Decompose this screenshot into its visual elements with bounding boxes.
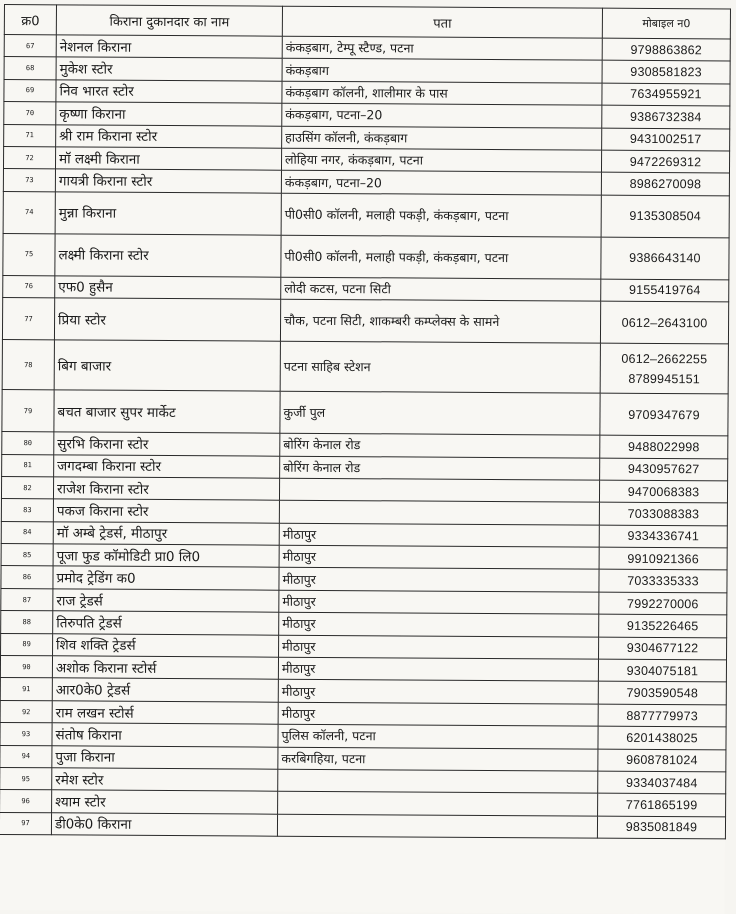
address-cell	[279, 500, 599, 524]
address-cell: पटना साहिब स्टेशन	[280, 341, 600, 393]
shop-name-cell: कृष्णा किराना	[56, 102, 282, 126]
address-cell: हाउसिंग कॉलनी, कंकड़बाग	[282, 126, 602, 150]
address-cell: कंकड़बाग, पटना–20	[282, 103, 602, 127]
serial-number-cell: 89	[1, 633, 53, 656]
serial-number-cell: 91	[0, 678, 52, 701]
shop-name-cell: आर0के0 ट्रेडर्स	[52, 678, 278, 702]
address-cell: मीठापुर	[278, 657, 598, 681]
table-row	[2, 298, 728, 344]
header-serial: क्र0	[4, 5, 56, 35]
address-cell: कंकड़बाग	[282, 59, 602, 83]
mobile-number: 9386732384	[630, 109, 702, 125]
mobile-cell	[602, 61, 730, 84]
serial-number-cell: 71	[4, 124, 56, 147]
mobile-number: 7033335333	[627, 573, 699, 589]
shop-name-cell: अशोक किराना स्टोर्स	[52, 656, 278, 680]
mobile-number: 8986270098	[629, 176, 702, 192]
address-cell: कंकड़बाग, टेम्पू स्टैण्ड, पटना	[282, 36, 602, 60]
table-row	[3, 233, 729, 279]
address-cell	[277, 814, 597, 838]
serial-number-cell: 85	[1, 544, 53, 567]
shop-name-cell: पूजा फुड कॉमोडिटी प्रा0 लि0	[53, 544, 279, 568]
shop-name-cell: राजेश किराना स्टोर	[53, 477, 279, 501]
shop-name-cell: तिरुपति ट्रेडर्स	[53, 611, 279, 635]
shop-name-cell: रमेश स्टोर	[52, 768, 278, 792]
mobile-number: 9488022998	[627, 439, 700, 455]
mobile-number: 9798863862	[630, 42, 703, 57]
serial-number-cell: 83	[1, 499, 53, 522]
serial-number-cell: 84	[1, 521, 53, 544]
serial-number-cell: 90	[0, 656, 52, 679]
address-cell: मीठापुर	[279, 635, 599, 659]
shop-name-cell: शिव शक्ति ट्रेडर्स	[53, 633, 279, 657]
address-cell: कुर्जी पुल	[280, 391, 600, 435]
shop-name-cell: मुन्ना किराना	[55, 192, 281, 235]
mobile-number: 9470068383	[627, 484, 700, 499]
shop-name-cell: लक्ष्मी किराना स्टोर	[55, 234, 281, 277]
mobile-number: 9304677122	[626, 641, 699, 656]
mobile-number: 7992270006	[627, 596, 699, 611]
mobile-number: 9608781024	[626, 753, 698, 768]
mobile-number: 8877779973	[626, 708, 698, 723]
shop-name-cell: निव भारत स्टोर	[56, 80, 282, 104]
serial-number-cell: 78	[2, 340, 54, 390]
shop-name-cell: राज ट्रेडर्स	[53, 589, 279, 613]
shop-name-cell: प्रमोद ट्रेडिंग क0	[53, 566, 279, 590]
mobile-cell	[598, 659, 726, 682]
address-cell: कंकड़बाग, पटना–20	[281, 171, 601, 195]
address-cell: चौक, पटना सिटी, शाकम्बरी कम्प्लेक्स के सामने	[280, 299, 600, 343]
serial-number-cell: 80	[2, 432, 54, 455]
shop-name-cell: संतोष किराना	[52, 723, 278, 747]
mobile-number: 9334336741	[627, 529, 700, 544]
header-mobile: मोबाइल न0	[602, 8, 730, 39]
mobile-cell	[598, 682, 726, 705]
table-body	[0, 35, 730, 840]
serial-number-cell: 75	[3, 233, 55, 275]
mobile-cell	[602, 38, 730, 61]
serial-number-cell: 93	[0, 723, 52, 746]
shopkeeper-table	[0, 4, 731, 840]
address-cell: लोदी कटस, पटना सिटी	[281, 277, 601, 301]
mobile-number: 6201438025	[626, 730, 698, 746]
address-cell: पुलिस कॉलनी, पटना	[278, 724, 598, 748]
mobile-number: 9430957627	[627, 462, 700, 477]
serial-number-cell: 86	[1, 566, 53, 589]
mobile-number: 9472269312	[629, 154, 702, 169]
mobile-cell	[601, 172, 729, 195]
address-cell: मीठापुर	[279, 568, 599, 592]
serial-number-cell: 72	[3, 146, 55, 169]
serial-number-cell: 95	[0, 767, 52, 790]
serial-number-cell: 81	[2, 454, 54, 477]
serial-number-cell: 92	[0, 700, 52, 723]
serial-number-cell: 97	[0, 812, 52, 835]
shop-name-cell: मॉ अम्बे ट्रेडर्स, मीठापुर	[53, 521, 279, 545]
mobile-cell	[601, 195, 729, 238]
mobile-number: 9135308504	[629, 209, 702, 224]
table-row	[3, 191, 729, 237]
header-shop-name: किराना दुकानदार का नाम	[56, 5, 282, 36]
shop-name-cell: नेशनल किराना	[56, 35, 282, 59]
address-cell: मीठापुर	[278, 680, 598, 704]
mobile-cell	[599, 570, 727, 593]
shop-name-cell: मॉ लक्ष्मी किराना	[55, 147, 281, 171]
address-cell: लोहिया नगर, कंकड़बाग, पटना	[281, 148, 601, 172]
address-cell	[279, 478, 599, 502]
mobile-cell	[598, 794, 726, 817]
address-cell: बोरिंग केनाल रोड	[280, 456, 600, 480]
header-row	[4, 5, 730, 39]
serial-number-cell: 69	[4, 79, 56, 102]
mobile-cell	[598, 749, 726, 772]
mobile-cell	[602, 128, 730, 151]
shop-name-cell: श्याम स्टोर	[52, 790, 278, 814]
shop-name-cell: जगदम्बा किराना स्टोर	[54, 454, 280, 478]
serial-number-cell: 94	[0, 745, 52, 768]
serial-number-cell: 88	[1, 611, 53, 634]
mobile-number: 9155419764	[628, 283, 701, 298]
mobile-cell	[600, 393, 728, 436]
mobile-cell	[601, 279, 729, 302]
shop-name-cell: एफ0 हुसैन	[55, 276, 281, 300]
serial-number-cell: 87	[1, 588, 53, 611]
address-cell	[278, 769, 598, 793]
mobile-cell	[600, 435, 728, 458]
shop-name-cell: बिग बाजार	[54, 340, 280, 391]
serial-number-cell: 70	[4, 102, 56, 125]
shop-name-cell: गायत्री किराना स्टोर	[55, 169, 281, 193]
mobile-cell	[599, 525, 727, 548]
mobile-number: 7761865199	[625, 797, 698, 813]
mobile-number: 9910921366	[627, 551, 699, 567]
mobile-cell	[600, 301, 728, 344]
mobile-cell	[602, 83, 730, 106]
mobile-number: 8789945151	[628, 371, 701, 386]
serial-number-cell: 67	[4, 35, 56, 58]
shop-name-cell: राम लखन स्टोर्स	[52, 701, 278, 725]
mobile-cell	[598, 771, 726, 794]
mobile-number: 7033088383	[627, 506, 700, 522]
serial-number-cell: 96	[0, 790, 52, 813]
shop-name-cell: पकज किराना स्टोर	[53, 499, 279, 523]
address-cell: बोरिंग केनाल रोड	[280, 433, 600, 457]
mobile-cell	[601, 150, 729, 173]
address-cell: कंकड़बाग कॉलनी, शालीमार के पास	[282, 81, 602, 105]
address-cell: मीठापुर	[278, 702, 598, 726]
mobile-number: 7634955921	[630, 87, 702, 102]
mobile-cell	[599, 592, 727, 615]
table-header	[4, 5, 730, 39]
mobile-number: 9709347679	[628, 407, 700, 422]
address-cell: मीठापुर	[279, 545, 599, 569]
address-cell: करबिगहिया, पटना	[278, 747, 598, 771]
shop-name-cell: प्रिया स्टोर	[54, 298, 280, 341]
mobile-cell	[598, 704, 726, 727]
address-cell: मीठापुर	[279, 590, 599, 614]
mobile-number: 9135226465	[626, 618, 699, 634]
mobile-cell	[600, 458, 728, 481]
mobile-cell	[599, 502, 727, 525]
mobile-number: 0612–2662255	[621, 351, 708, 366]
mobile-number: 9308581823	[630, 64, 702, 80]
scanned-document	[0, 4, 730, 914]
serial-number-cell: 82	[1, 476, 53, 499]
address-cell: मीठापुर	[279, 523, 599, 547]
shop-name-cell: मुकेश स्टोर	[56, 57, 282, 81]
mobile-cell	[599, 547, 727, 570]
header-address: पता	[282, 6, 602, 38]
mobile-cell	[599, 637, 727, 660]
address-cell: पी0सी0 कॉलनी, मलाही पकड़ी, कंकड़बाग, पटना	[281, 193, 601, 237]
mobile-number: 7903590548	[626, 685, 699, 701]
shop-name-cell: पुजा किराना	[52, 745, 278, 769]
mobile-number: 9431002517	[629, 132, 702, 147]
serial-number-cell: 76	[3, 275, 55, 298]
mobile-number: 9334037484	[625, 775, 698, 790]
serial-number-cell: 73	[3, 169, 55, 192]
mobile-number: 9835081849	[625, 820, 698, 835]
mobile-cell	[599, 480, 727, 503]
shop-name-cell: सुरभि किराना स्टोर	[54, 432, 280, 456]
shop-name-cell: डी0के0 किराना	[51, 813, 277, 837]
mobile-cell	[599, 614, 727, 637]
serial-number-cell: 68	[4, 57, 56, 80]
mobile-cell	[597, 816, 725, 839]
address-cell	[278, 792, 598, 816]
shop-name-cell: श्री राम किराना स्टोर	[56, 124, 282, 148]
shop-name-cell: बचत बाजार सुपर मार्केट	[54, 390, 280, 433]
address-cell: पी0सी0 कॉलनी, मलाही पकड़ी, कंकड़बाग, पटना	[281, 235, 601, 279]
table-row	[2, 390, 728, 436]
serial-number-cell: 74	[3, 191, 55, 233]
table-row	[2, 340, 728, 394]
table-row	[0, 812, 726, 839]
mobile-cell	[600, 343, 728, 394]
serial-number-cell: 79	[2, 390, 54, 432]
address-cell: मीठापुर	[279, 612, 599, 636]
serial-number-cell: 77	[2, 298, 54, 340]
mobile-cell	[601, 237, 729, 280]
mobile-cell	[598, 726, 726, 749]
mobile-number: 9386643140	[629, 251, 701, 266]
mobile-cell	[602, 105, 730, 128]
mobile-number: 0612–2643100	[621, 315, 708, 330]
mobile-number: 9304075181	[626, 663, 699, 678]
